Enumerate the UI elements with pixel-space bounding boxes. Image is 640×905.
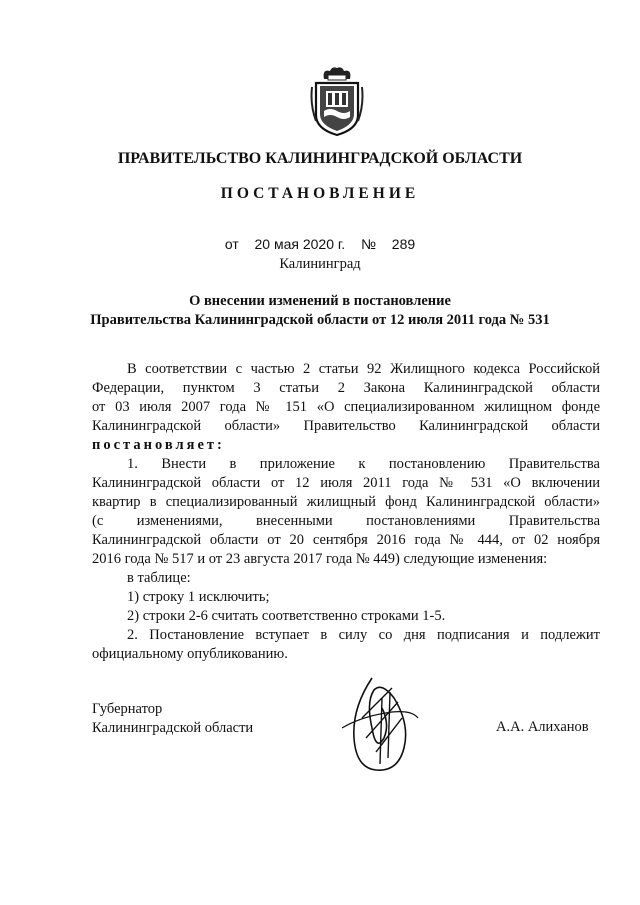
in-table-line: в таблице: xyxy=(127,570,191,586)
list-item: 1) строку 1 исключить; xyxy=(127,589,270,605)
date-prefix: от xyxy=(224,236,239,252)
body-line: Калининградской области от 20 сентября 2016 года № 444, от 02 ноября xyxy=(92,532,600,548)
body-line: Федерации, пунктом 3 статьи 2 Закона Калининградской области xyxy=(92,380,600,396)
resolves-word: постановляет: xyxy=(92,437,225,453)
body-line: 2. Постановление вступает в силу со дня подписания и подлежит xyxy=(127,627,600,643)
document-type: ПОСТАНОВЛЕНИЕ xyxy=(220,185,420,202)
city: Калининград xyxy=(279,256,361,272)
date-number-line xyxy=(0,236,640,252)
document-body xyxy=(92,360,600,664)
date-value: 20 мая 2020 xyxy=(254,236,335,252)
number-sign: № xyxy=(360,236,377,252)
body-line: Калининградской области от 12 июля 2011 года № 531 «О включении xyxy=(92,475,600,491)
subject-line: О внесении изменений в постановление xyxy=(189,293,451,309)
body-line: 2016 года № 517 и от 23 августа 2017 года № 449) следующие изменения: xyxy=(92,551,548,567)
government-title: ПРАВИТЕЛЬСТВО КАЛИНИНГРАДСКОЙ ОБЛАСТИ xyxy=(117,150,523,167)
body-line: (с изменениями, внесенными постановлениями Правительства xyxy=(92,513,600,529)
list-item: 2) строки 2-6 считать соответственно строками 1-5. xyxy=(127,608,446,624)
body-line: В соответствии с частью 2 статьи 92 Жилищного кодекса Российской xyxy=(127,361,600,377)
subject-line: Правительства Калининградской области от 12 июля 2011 года № 531 xyxy=(90,312,550,328)
signer-name: А.А. Алиханов xyxy=(496,719,589,735)
body-line: квартир в специализированный жилищный фонд Калининградской области» xyxy=(92,494,600,510)
body-line: от 03 июля 2007 года № 151 «О специализированном жилищном фонде xyxy=(92,399,600,415)
position-line: Калининградской области xyxy=(92,720,254,736)
number-value: 289 xyxy=(391,236,416,252)
body-line: 1. Внести в приложение к постановлению Правительства xyxy=(127,456,600,472)
subject-heading xyxy=(0,292,640,330)
date-suffix: г. xyxy=(337,236,346,252)
body-line: официальному опубликованию. xyxy=(92,646,288,662)
body-line: Калининградской области» Правительство Калининградской области xyxy=(92,418,600,434)
position-line: Губернатор xyxy=(92,701,163,717)
handwritten-signature xyxy=(332,668,422,778)
coat-of-arms-icon xyxy=(310,65,364,137)
